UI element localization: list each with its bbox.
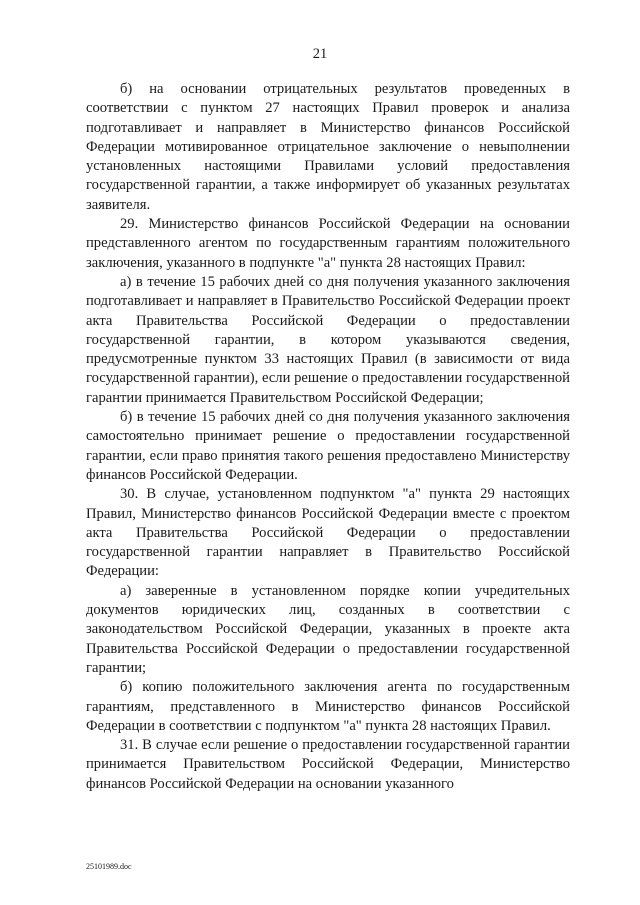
paragraph-31: 31. В случае если решение о предоставлении государственной гарантии принимается Правительством Российской Федерации, Министерство финансов Российской Федерации на основании указанного	[86, 737, 570, 792]
page-number: 21	[312, 46, 328, 62]
paragraph-30: 30. В случае, установленном подпунктом "а" пункта 29 настоящих Правил, Министерство финансов Российской Федерации вместе с проектом акта Правительства Российской Федерации о предоставлении государственной гарантии направляет в Правительство Российской Федерации:	[86, 486, 570, 580]
paragraph-30b: б) копию положительного заключения агента по государственным гарантиям, представленного в Министерство финансов Российской Федерации в соответствии с подпунктом "а" пункта 28 настоящих Правил.	[86, 679, 570, 734]
paragraph-29: 29. Министерство финансов Российской Федерации на основании представленного агентом по государственным гарантиям положительного заключения, указанного в подпункте "а" пункта 28 настоящих Правил:	[86, 216, 570, 271]
file-name-footer: 25101989.doc	[86, 862, 132, 871]
document-body	[86, 80, 570, 794]
paragraph-28b: б) на основании отрицательных результатов проведенных в соответствии с пунктом 27 настоящих Правил проверок и анализа подготавливает и направляет в Министерство финансов Российской Федерации мотивированное отрицательное заключение о невыполнении установленных настоящими Правилами условий предоставления государственной гарантии, а также информирует об указанных результатах заявителя.	[86, 81, 570, 213]
paragraph-29b: б) в течение 15 рабочих дней со дня получения указанного заключения самостоятельно принимает решение о предоставлении государственной гарантии, если право принятия такого решения предоставлено Министерству финансов Российской Федерации.	[86, 409, 570, 483]
paragraph-29a: а) в течение 15 рабочих дней со дня получения указанного заключения подготавливает и направляет в Правительство Российской Федерации проект акта Правительства Российской Федерации о предоставлении государственной гарантии, в котором указываются сведения, предусмотренные пунктом 33 настоящих Правил (в зависимости от вида государственной гарантии), если решение о предоставлении государственной гарантии принимается Правительством Российской Федерации;	[86, 273, 570, 406]
paragraph-30a: а) заверенные в установленном порядке копии учредительных документов юридических лиц, созданных в соответствии с законодательством Российской Федерации, указанных в проекте акта Правительства Российской Федерации о предоставлении государственной гарантии;	[86, 582, 570, 676]
